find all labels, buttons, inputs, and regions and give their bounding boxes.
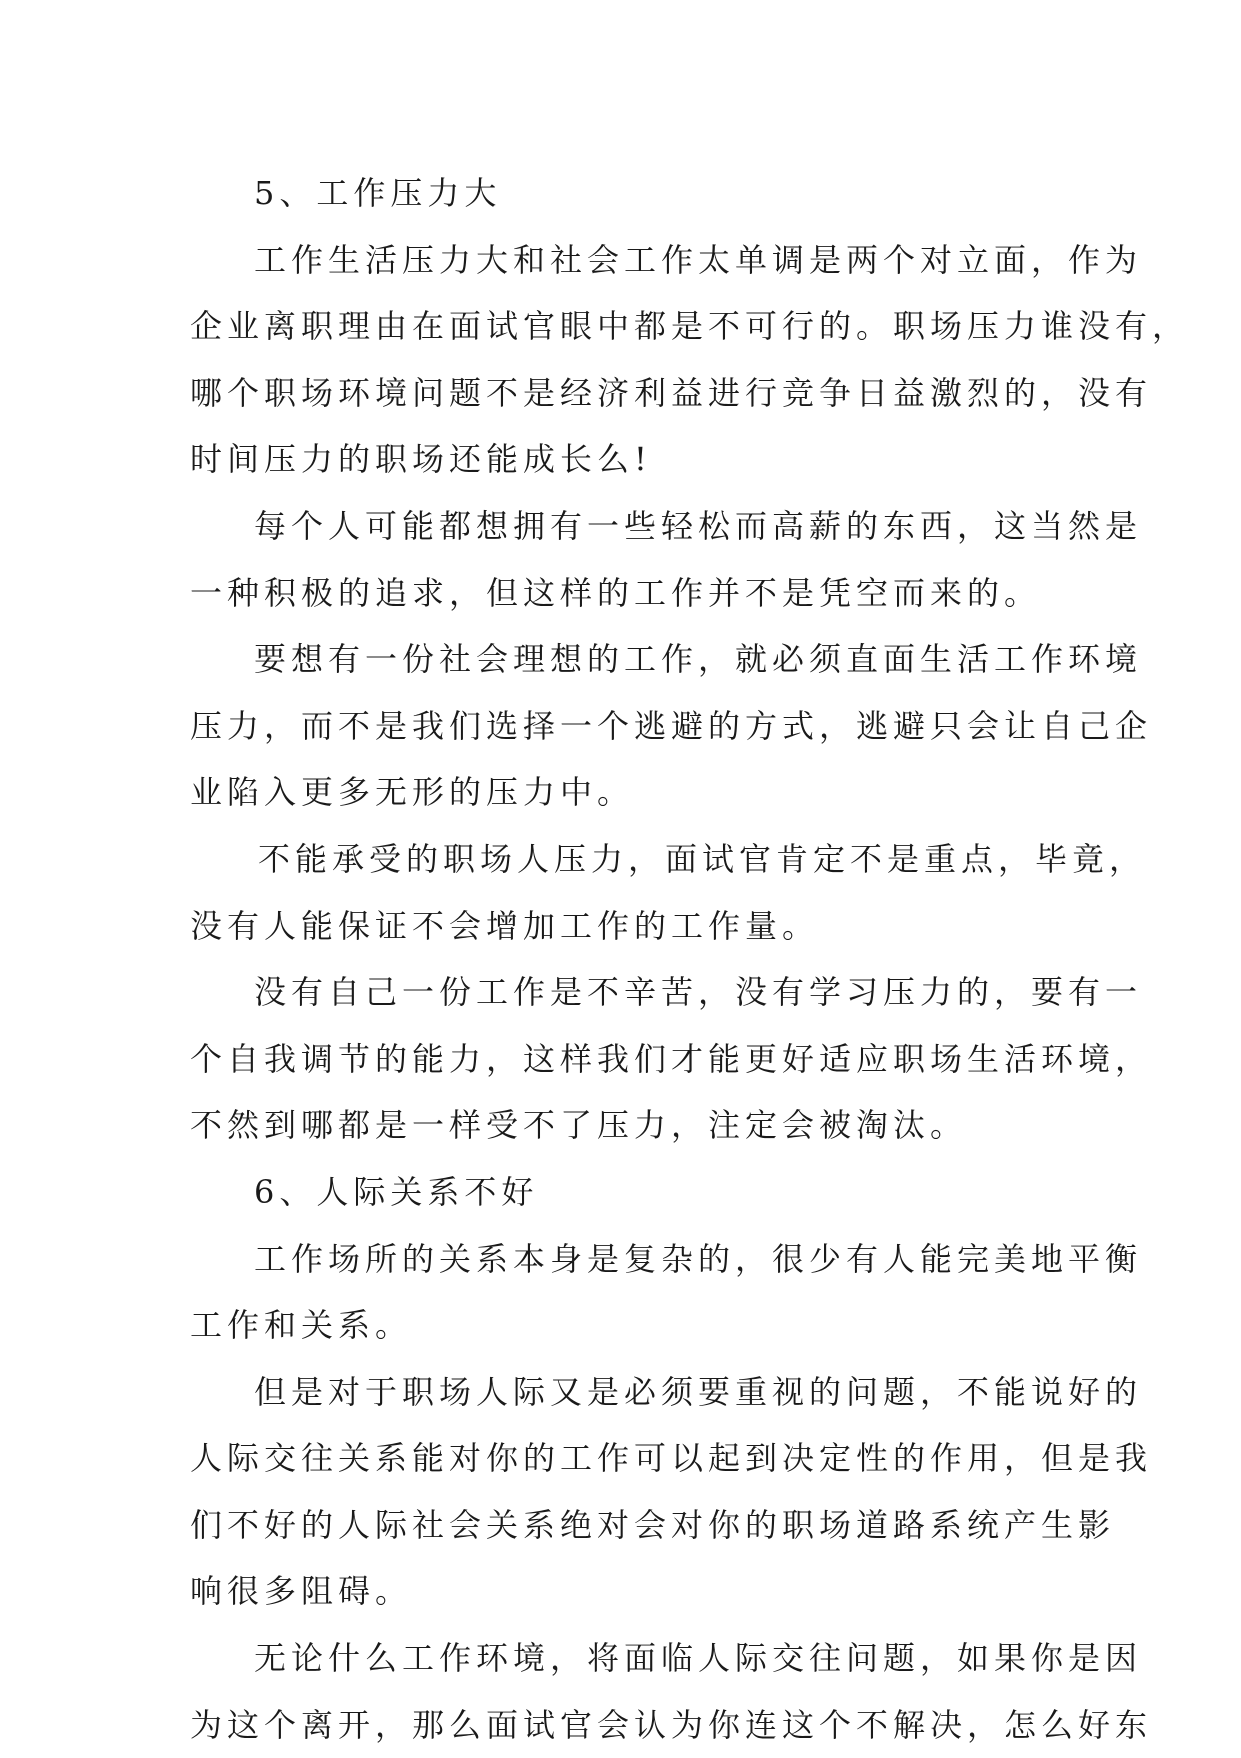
- paragraph-line: 无论什么工作环境，将面临人际交往问题，如果你是因: [254, 1639, 1143, 1678]
- paragraph-line: 企业离职理由在面试官眼中都是不可行的。职场压力谁没有，: [190, 307, 1190, 346]
- paragraph-line: 不能承受的职场人压力，面试官肯定不是重点，毕竟，: [258, 839, 1147, 878]
- paragraph-line: 要想有一份社会理想的工作，就必须直面生活工作环境: [254, 640, 1143, 679]
- section-heading: 5、工作压力大: [254, 174, 502, 212]
- section-heading: 6、人际关系不好: [254, 1172, 539, 1211]
- paragraph-line: 但是对于职场人际又是必须要重视的问题，不能说好的: [254, 1372, 1143, 1411]
- paragraph-line: 压力，而不是我们选择一个逃避的方式，逃避只会让自己企: [190, 706, 1153, 745]
- paragraph-line: 们不好的人际社会关系绝对会对你的职场道路系统产生影: [190, 1505, 1116, 1544]
- paragraph-line: 个自我调节的能力，这样我们才能更好适应职场生活环境，: [190, 1039, 1153, 1078]
- paragraph-line: 业陷入更多无形的压力中。: [190, 773, 635, 812]
- paragraph-line: 没有自己一份工作是不辛苦，没有学习压力的，要有一: [254, 973, 1143, 1012]
- document-body: [190, 160, 1190, 1758]
- paragraph-line: 工作和关系。: [190, 1306, 413, 1345]
- paragraph-line: 没有人能保证不会增加工作的工作量。: [190, 906, 820, 945]
- paragraph-line: 一种积极的追求，但这样的工作并不是凭空而来的。: [190, 573, 1042, 612]
- paragraph-line: 哪个职场环境问题不是经济利益进行竞争日益激烈的，没有: [190, 373, 1153, 412]
- paragraph-line: 不然到哪都是一样受不了压力，注定会被淘汰。: [190, 1106, 968, 1145]
- paragraph-line: 工作生活压力大和社会工作太单调是两个对立面，作为: [254, 240, 1143, 279]
- paragraph-line: 每个人可能都想拥有一些轻松而高薪的东西，这当然是: [254, 506, 1143, 545]
- paragraph-line: 响很多阻碍。: [190, 1572, 413, 1611]
- paragraph-line: 人际交往关系能对你的工作可以起到决定性的作用，但是我: [190, 1439, 1153, 1478]
- paragraph-line: 为这个离开，那么面试官会认为你连这个不解决，怎么好东: [190, 1705, 1153, 1744]
- paragraph-line: 时间压力的职场还能成长么!: [190, 440, 652, 479]
- paragraph-line: 工作场所的关系本身是复杂的，很少有人能完美地平衡: [254, 1239, 1143, 1278]
